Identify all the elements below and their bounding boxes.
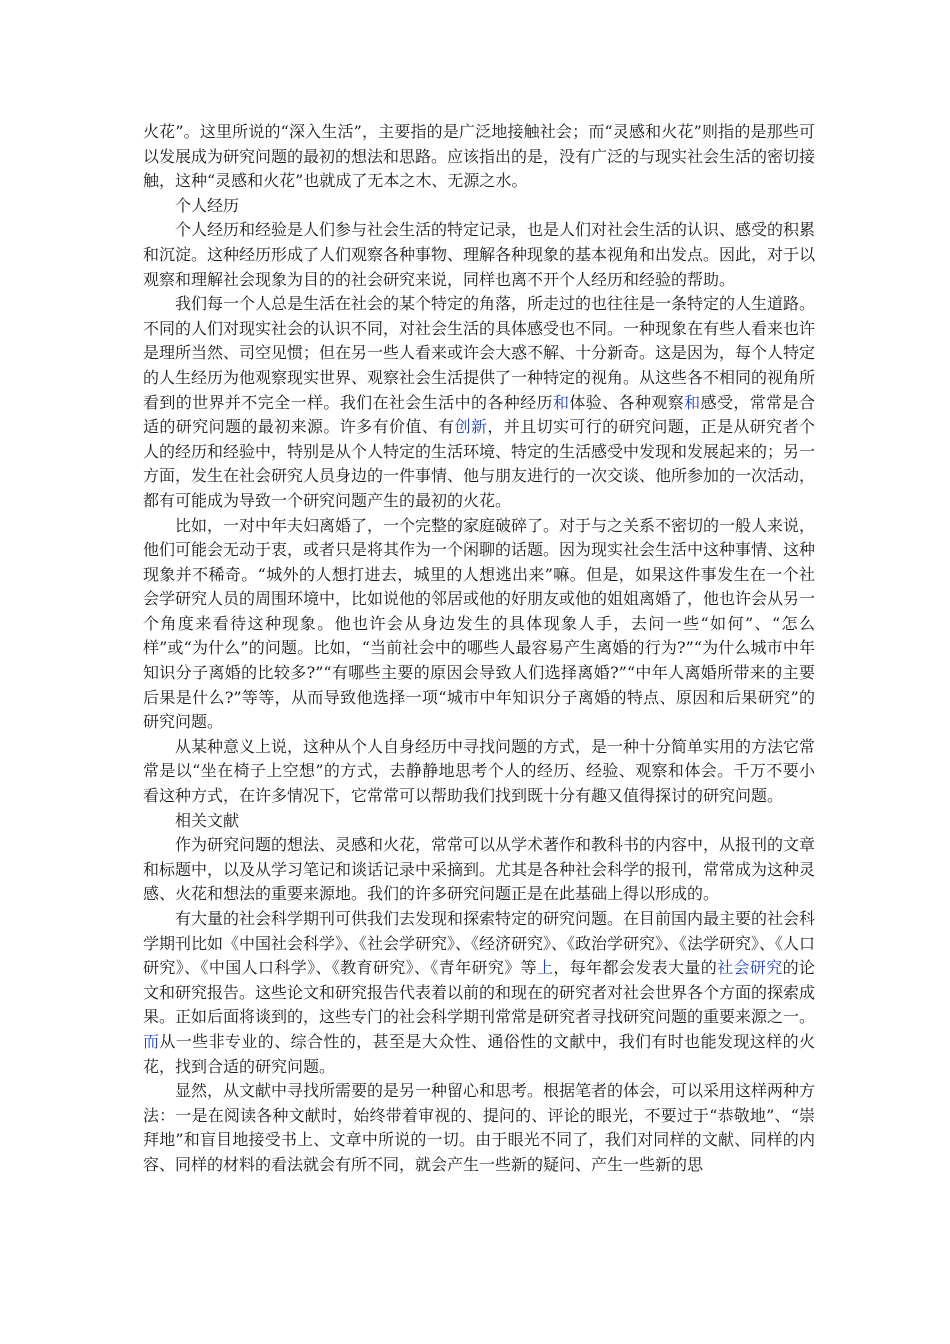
text-segment: ，每年都会发表大量的 bbox=[553, 958, 718, 978]
section-heading-personal-experience: 个人经历 bbox=[175, 195, 240, 215]
inline-link-shang[interactable]: 上 bbox=[537, 958, 554, 978]
inline-link-innovation[interactable]: 创新 bbox=[454, 417, 488, 437]
inline-link-er[interactable]: 而 bbox=[143, 1031, 160, 1051]
text-segment: 从一些非专业的、综合性的，甚至是大众性、通俗性的文献中，我们有时也能发现这样的火花，找到合适的研究问题。 bbox=[143, 1031, 815, 1076]
paragraph-personal-experience-2 bbox=[143, 292, 815, 513]
paragraph-intro-continuation: 火花”。这里所说的“深入生活”，主要指的是广泛地接触社会；而“灵感和火花”则指的是那些可以发展成为研究问题的最初的想法和思路。应该指出的是，没有广泛的与现实社会生活的密切接触，这种“灵感和火花”也就成了无本之木、无源之水。 bbox=[143, 122, 816, 191]
text-segment: 感受，常常是合适的研究问题的最初来源。许多有价值、有 bbox=[143, 392, 815, 437]
document-page bbox=[143, 120, 815, 1178]
paragraph-divorce-example: 比如，一对中年夫妇离婚了，一个完整的家庭破碎了。对于与之关系不密切的一般人来说，他们可能会无动于衷，或者只是将其作为一个闲聊的话题。因为现实社会生活中这种事情、这种现象并不稀奇。“城外的人想打进去，城里的人想逃出来”嘛。但是，如果这件事发生在一个社会学研究人员的周围环境中，比如说他的邻居或他的好朋友或他的姐姐离婚了，他也许会从另一个角度来看待这种现象。他也许会从身边发生的具体现象人手，去问一些“如何”、“怎么样”或“为什么”的问题。比如，“当前社会中的哪些人最容易产生离婚的行为?”“为什么城市中年知识分子离婚的比较多?”“有哪些主要的原因会导致人们选择离婚?”“中年人离婚所带来的主要后果是什么?”等等，从而导致他选择一项“城市中年知识分子离婚的特点、原因和后果研究”的研究问题。 bbox=[143, 515, 816, 732]
text-segment: 的论文和研究报告。这些论文和研究报告代表着以前的和现在的研究者对社会世界各个方面的探索成果。正如后面将谈到的，这些专门的社会科学期刊常常是研究者寻找研究问题的重要来源之一。 bbox=[143, 958, 816, 1027]
inline-link-he[interactable]: 和 bbox=[552, 392, 570, 412]
text-segment: 体验、各种观察 bbox=[569, 392, 685, 412]
paragraph-literature-methods: 显然，从文献中寻找所需要的是另一种留心和思考。根据笔者的体会，可以采用这样两种方法：一是在阅读各种文献时，始终带着审视的、提问的、评论的眼光，不要过于“恭敬地”、“崇拜地”和盲目地接受书上、文章中所说的一切。由于眼光不同了，我们对同样的文献、同样的内容、同样的材料的看法就会有所不同，就会产生一些新的疑问、产生一些新的思 bbox=[143, 1081, 816, 1174]
text-segment: ，并且切实可行的研究问题，正是从研究者个人的经历和经验中，特别是从个人特定的生活环境、特定的生活感受中发现和发展起来的；另一方面，发生在社会研究人员身边的一件事情、他与朋友进行的一次交谈、他所参加的一次活动，都有可能成为导致一个研究问题产生的最初的火花。 bbox=[143, 417, 816, 510]
paragraph-method-summary: 从某种意义上说，这种从个人自身经历中寻找问题的方式，是一种十分简单实用的方法它常常是以“坐在椅子上空想”的方式，去静静地思考个人的经历、经验、观察和体会。千万不要小看这种方式，在许多情况下，它常常可以帮助我们找到既十分有趣又值得探讨的研究问题。 bbox=[143, 736, 816, 806]
inline-link-he-2[interactable]: 和 bbox=[684, 392, 701, 412]
inline-link-social-research[interactable]: 社会研究 bbox=[717, 958, 783, 978]
section-heading-related-literature: 相关文献 bbox=[175, 810, 240, 830]
text-segment: 我们每一个人总是生活在社会的某个特定的角落，所走过的也往往是一条特定的人生道路。不同的人们对现实社会的认识不同，对社会生活的具体感受也不同。一种现象在有些人看来也许是理所当然、司空见惯；但在另一些人看来或许会大惑不解、十分新奇。这是因为，每个人特定的人生经历为他观察现实世界、观察社会生活提供了一种特定的视角。从这些各不相同的视角所看到的世界并不完全一样。我们在社会生活中的各种经历 bbox=[143, 294, 816, 412]
text-segment: 有大量的社会科学期刊可供我们去发现和探索特定的研究问题。在目前国内最主要的社会科学期刊比如《中国社会科学》、《社会学研究》、《经济研究》、《政治学研究》、《法学研究》、《人口研究》、《中国人口科学》、《教育研究》、《青年研究》等 bbox=[143, 909, 816, 978]
paragraph-personal-experience-1: 个人经历和经验是人们参与社会生活的特定记录，也是人们对社会生活的认识、感受的积累和沉淀。这种经历形成了人们观察各种事物、理解各种现象的基本视角和出发点。因此，对于以观察和理解社会现象为目的的社会研究来说，同样也离不开个人经历和经验的帮助。 bbox=[143, 220, 816, 289]
paragraph-literature-1: 作为研究问题的想法、灵感和火花，常常可以从学术著作和教科书的内容中，从报刊的文章和标题中，以及从学习笔记和谈话记录中采摘到。尤其是各种社会科学的报刊，常常成为这种灵感、火花和想法的重要来源地。我们的许多研究问题正是在此基础上得以形成的。 bbox=[143, 835, 816, 904]
paragraph-literature-journals bbox=[143, 907, 815, 1079]
